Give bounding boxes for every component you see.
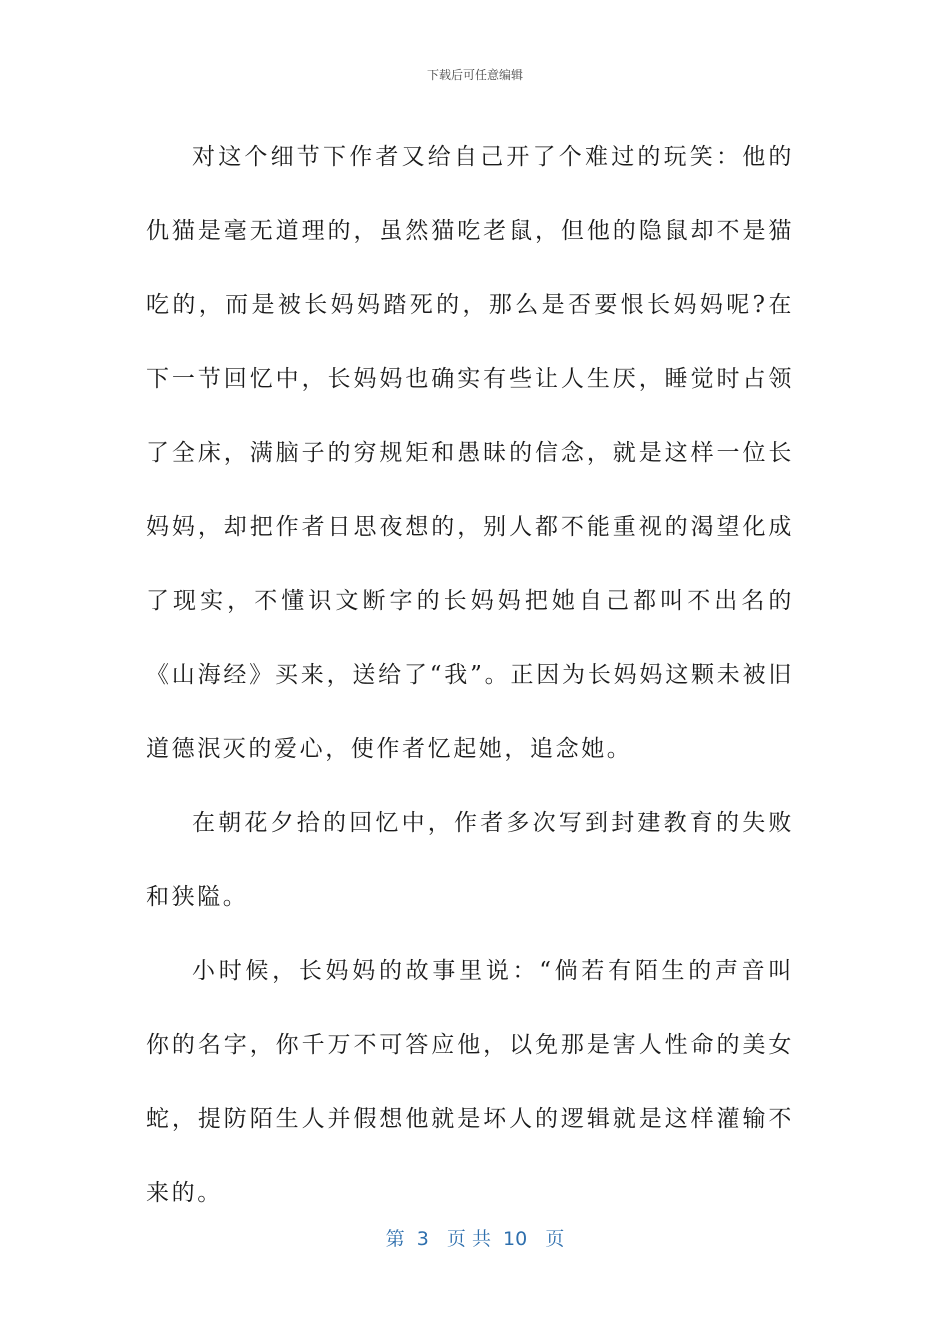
page-header-note: 下载后可任意编辑: [426, 68, 523, 82]
document-body: [146, 120, 794, 1230]
page-number-footer: 第 3 页 共 10 页: [385, 1228, 565, 1250]
paragraph-3: 小时候，长妈妈的故事里说：“倘若有陌生的声音叫你的名字，你千万不可答应他，以免那是害人性命的美女蛇，提防陌生人并假想他就是坏人的逻辑就是这样灌输不来的。: [146, 958, 794, 1206]
paragraph-2: 在朝花夕拾的回忆中，作者多次写到封建教育的失败和狭隘。: [146, 810, 794, 910]
paragraph-1: 对这个细节下作者又给自己开了个难过的玩笑：他的仇猫是毫无道理的，虽然猫吃老鼠，但他的隐鼠却不是猫吃的，而是被长妈妈踏死的，那么是否要恨长妈妈呢?在下一节回忆中，长妈妈也确实有些让人生厌，睡觉时占领了全床，满脑子的穷规矩和愚昧的信念，就是这样一位长妈妈，却把作者日思夜想的，别人都不能重视的渴望化成了现实，不懂识文断字的长妈妈把她自己都叫不出名的《山海经》买来，送给了“我”。正因为长妈妈这颗未被旧道德泯灭的爱心，使作者忆起她，追念她。: [146, 144, 794, 762]
